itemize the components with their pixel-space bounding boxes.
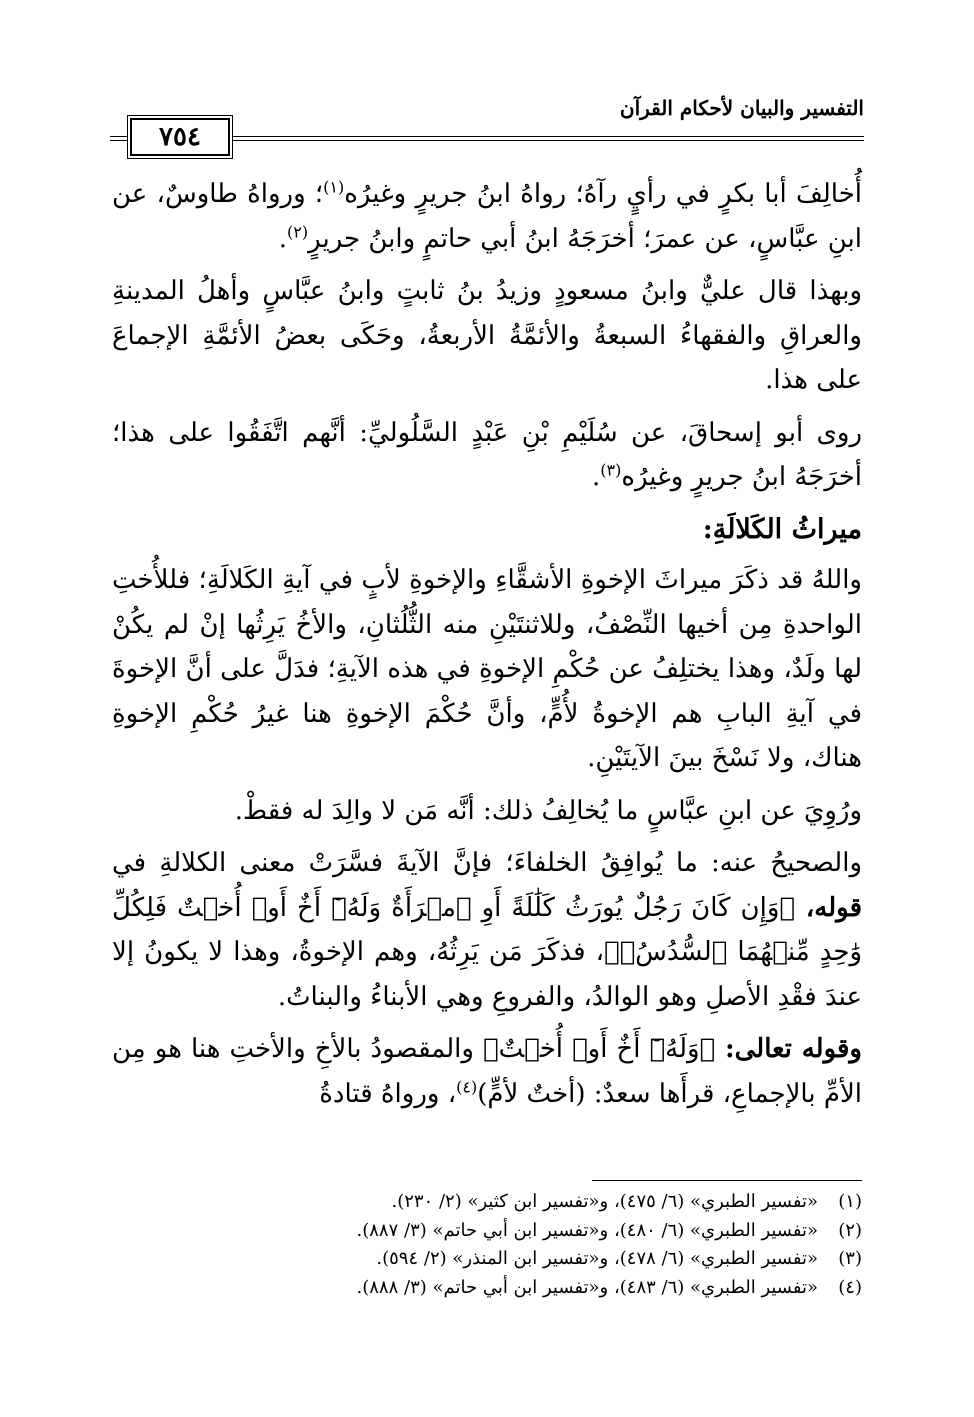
quran-verse: ﴿وَإِن كَانَ رَجُلٌ يُورَثُ كَلَٰلَةً أَوِ ٱمۡرَأَةٌ وَلَهُۥٓ أَخٌ أَوۡ أُخۡتٌ فَلِكُلِّ وَٰحِدٍ مِّنۡهُمَا ٱلسُّدُسُۚ﴾ xyxy=(112,892,863,967)
bold-lead-text: وقوله تعالى: xyxy=(715,1034,862,1064)
footnote-text: «تفسير الطبري» (٦/ ٤٧٨)، و«تفسير ابن المنذر» (٢/ ٥٩٤). xyxy=(376,1248,818,1269)
footnote-number: (٤) xyxy=(838,1276,862,1298)
text-segment: ؛ ورواهُ طاوسٌ، عن ابنِ عبَّاسٍ، عن عمرَ؛ أخرَجَهُ ابنُ أبي حاتمٍ وابنُ جريرٍ xyxy=(112,179,862,254)
footnote-number: (١) xyxy=(838,1191,862,1212)
footnote-number: (٣) xyxy=(838,1248,862,1269)
text-segment: والمقصودُ بالأخِ والأختِ هنا هو مِن الأمِّ بالإجماعِ، قرأَها سعدٌ: (أختٌ لأمٍّ) xyxy=(112,1034,862,1109)
paragraph-p3 xyxy=(112,411,862,500)
page-header xyxy=(110,96,864,156)
paragraph-p4 xyxy=(112,558,862,781)
text-segment: . xyxy=(591,462,601,492)
footnote-reference: (٤) xyxy=(456,1076,478,1096)
footnote-reference: (٢) xyxy=(287,221,309,241)
footnote-reference: (١) xyxy=(323,177,345,197)
text-segment: وبهذا قال عليٌّ وابنُ مسعودٍ وزيدُ بنُ ثابتٍ وابنُ عبَّاسٍ وأهلُ المدينةِ والعراقِ والفقهاءُ السبعةُ والأئمَّةُ الأربعةُ، وحَكَى بعضُ الأئمَّةِ الإجماعَ على هذا. xyxy=(112,276,862,395)
paragraph-p6 xyxy=(112,841,862,1019)
paragraph-p5 xyxy=(112,789,862,834)
footnote-item xyxy=(112,1245,862,1274)
paragraph-p7 xyxy=(112,1027,862,1116)
footnote-text: «تفسير الطبري» (٦/ ٤٧٥)، و«تفسير ابن كثير» (٢/ ٢٣٠). xyxy=(391,1191,818,1212)
main-text xyxy=(112,172,862,1124)
footnote-item xyxy=(112,1217,862,1246)
paragraph-p1 xyxy=(112,172,862,261)
footnotes xyxy=(112,1188,862,1302)
text-segment: واللهُ قد ذكَرَ ميراثَ الإخوةِ الأشقَّاءِ والإخوةِ لأبٍ في آيةِ الكَلالَةِ؛ فللأُختِ الواحدةِ مِن أخيها النِّصْفُ، وللاثنتَيْنِ منه الثُّلُثانِ، والأخُ يَرِثُها إنْ لم يكُنْ لها ولَدٌ، وهذا يختلِفُ عن حُكْمِ الإخوةِ في هذه الآيةِ؛ فدَلَّ على أنَّ الإخوةَ في آيةِ البابِ هم الإخوةُ لأُمٍّ، وأنَّ حُكْمَ الإخوةِ هنا غيرُ حُكْمِ الإخوةِ هناك، ولا نَسْخَ بينَ الآيتَيْنِ. xyxy=(112,565,862,773)
quran-verse: ﴿وَلَهُۥٓ أَخٌ أَوۡ أُخۡتٌ﴾ xyxy=(483,1034,716,1064)
footnote-number: (٢) xyxy=(838,1219,862,1241)
page-number: ٧٥٤ xyxy=(130,118,230,156)
footnote-item xyxy=(112,1274,862,1303)
footnote-item xyxy=(112,1188,862,1217)
text-segment: والصحيحُ عنه: ما يُوافِقُ الخلفاءَ؛ فإنَّ الآيةَ فسَّرَتْ معنى الكلالةِ في xyxy=(112,848,862,878)
footnote-text: «تفسير الطبري» (٦/ ٤٨٣)، و«تفسير ابن أبي حاتم» (٣/ ٨٨٨). xyxy=(356,1276,818,1298)
footnote-separator xyxy=(592,1180,862,1181)
text-segment: روى أبو إسحاقَ، عن سُلَيْمِ بْنِ عَبْدٍ السَّلُوليِّ: أنَّهم اتَّفَقُوا على هذا؛ أخرَجَهُ ابنُ جريرٍ وغيرُه xyxy=(112,417,862,492)
section-heading: ميراثُ الكَلالَةِ: xyxy=(702,513,862,545)
footnote-text: «تفسير الطبري» (٦/ ٤٨٠)، و«تفسير ابن أبي حاتم» (٣/ ٨٨٧). xyxy=(356,1219,818,1241)
text-segment: ، فذكَرَ مَن يَرِثُهُ، وهم الإخوةُ، وهذا لا يكونُ إلا عندَ فقْدِ الأصلِ وهو الوالدُ، والفروعِ وهي الأبناءُ والبناتُ. xyxy=(112,937,862,1012)
paragraph-p2 xyxy=(112,269,862,403)
bold-lead-text: قوله، xyxy=(795,892,863,923)
footnote-reference: (٣) xyxy=(600,460,622,480)
text-segment: ، ورواهُ قتادةُ xyxy=(319,1078,457,1109)
text-segment: ورُوِيَ عن ابنِ عبَّاسٍ ما يُخالِفُ ذلك: أنَّه مَن لا والِدَ له فقطْ. xyxy=(234,795,862,826)
book-title: التفسير والبيان لأحكام القرآن xyxy=(619,96,864,120)
text-segment: . xyxy=(278,223,288,254)
text-segment: أُخالِفَ أبا بكرٍ في رأيٍ رآهُ؛ رواهُ ابنُ جريرٍ وغيرُه xyxy=(344,179,862,209)
